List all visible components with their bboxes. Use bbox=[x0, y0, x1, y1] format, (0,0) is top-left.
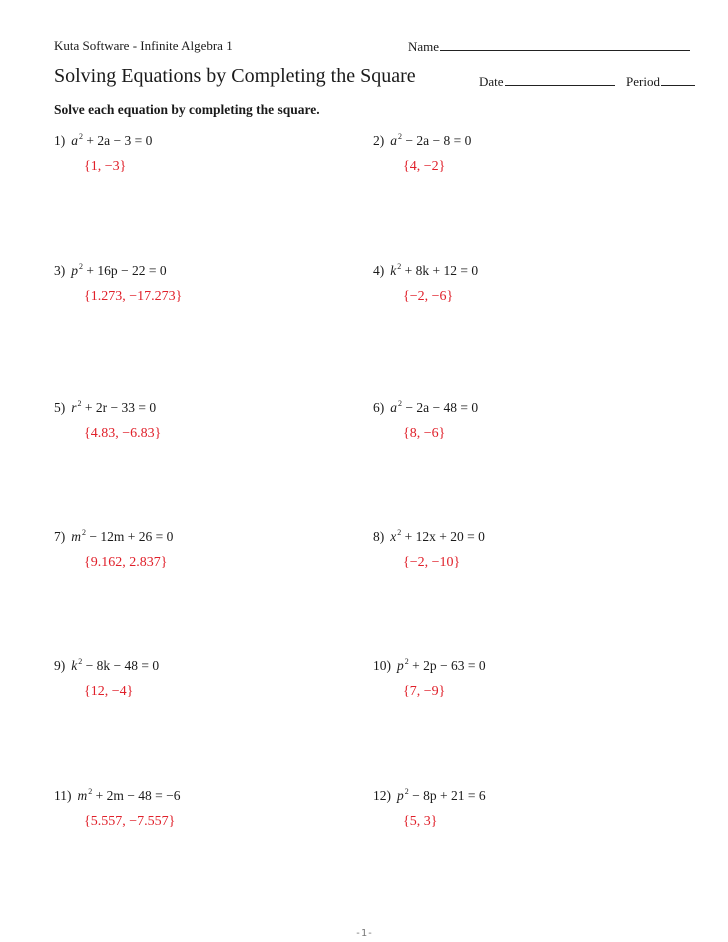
problem-10 bbox=[373, 657, 673, 700]
problem-number: 12) bbox=[373, 788, 391, 803]
problem-number: 6) bbox=[373, 400, 385, 415]
problem-number: 10) bbox=[373, 658, 391, 673]
equation: $a^2 - 2a - 48 = 0$ bbox=[390, 399, 479, 415]
answer: {−2, −10} bbox=[403, 555, 461, 570]
equation: $a^2 + 2a - 3 = 0$ bbox=[71, 132, 153, 148]
equation: $p^2 - 8p + 21 = 6$ bbox=[397, 787, 486, 803]
period-label: Period bbox=[626, 74, 660, 89]
equation: $a^2 - 2a - 8 = 0$ bbox=[390, 132, 472, 148]
problem-number: 2) bbox=[373, 133, 385, 148]
page-number: -1- bbox=[354, 928, 374, 939]
name-label: Name bbox=[408, 39, 440, 54]
date-label: Date bbox=[479, 74, 504, 89]
equation: $r^2 + 2r - 33 = 0$ bbox=[71, 399, 157, 415]
problem-number: 4) bbox=[373, 263, 385, 278]
answer: {9.162, 2.837} bbox=[84, 555, 168, 570]
period-field bbox=[626, 73, 695, 90]
problem-1 bbox=[54, 132, 354, 175]
answer: {−2, −6} bbox=[403, 289, 454, 304]
problem-number: 3) bbox=[54, 263, 66, 278]
equation: $m^2 + 2m - 48 = -6$ bbox=[77, 787, 181, 803]
name-blank-line bbox=[440, 38, 690, 51]
problem-number: 9) bbox=[54, 658, 66, 673]
date-blank-line bbox=[505, 73, 615, 86]
answer: {4.83, −6.83} bbox=[84, 426, 162, 441]
problem-11 bbox=[54, 787, 354, 830]
answer: {8, −6} bbox=[403, 426, 446, 441]
equation: $p^2 + 16p - 22 = 0$ bbox=[71, 262, 167, 278]
problem-3 bbox=[54, 262, 354, 305]
worksheet-title: Solving Equations by Completing the Square bbox=[54, 65, 416, 87]
problem-6 bbox=[373, 399, 673, 442]
equation: $m^2 - 12m + 26 = 0$ bbox=[71, 528, 174, 544]
problem-number: 8) bbox=[373, 529, 385, 544]
problem-5 bbox=[54, 399, 354, 442]
problem-number: 5) bbox=[54, 400, 66, 415]
equation: $k^2 + 8k + 12 = 0$ bbox=[390, 262, 479, 278]
problem-12 bbox=[373, 787, 673, 830]
problem-number: 7) bbox=[54, 529, 66, 544]
date-field bbox=[479, 73, 615, 90]
instructions: Solve each equation by completing the square. bbox=[54, 102, 320, 117]
problem-9 bbox=[54, 657, 354, 700]
period-blank-line bbox=[661, 73, 695, 86]
problem-number: 11) bbox=[54, 788, 72, 803]
problem-number: 1) bbox=[54, 133, 66, 148]
answer: {7, −9} bbox=[403, 684, 446, 699]
problem-7 bbox=[54, 528, 354, 571]
answer: {5.557, −7.557} bbox=[84, 814, 176, 829]
problem-2 bbox=[373, 132, 673, 175]
equation: $x^2 + 12x + 20 = 0$ bbox=[390, 528, 485, 544]
problem-8 bbox=[373, 528, 673, 571]
answer: {5, 3} bbox=[403, 814, 438, 829]
problem-4 bbox=[373, 262, 673, 305]
answer: {4, −2} bbox=[403, 159, 446, 174]
equation: $p^2 + 2p - 63 = 0$ bbox=[397, 657, 486, 673]
name-field bbox=[408, 38, 690, 55]
software-label: Kuta Software - Infinite Algebra 1 bbox=[54, 38, 233, 53]
answer: {12, −4} bbox=[84, 684, 134, 699]
answer: {1.273, −17.273} bbox=[84, 289, 183, 304]
answer: {1, −3} bbox=[84, 159, 127, 174]
equation: $k^2 - 8k - 48 = 0$ bbox=[71, 657, 160, 673]
